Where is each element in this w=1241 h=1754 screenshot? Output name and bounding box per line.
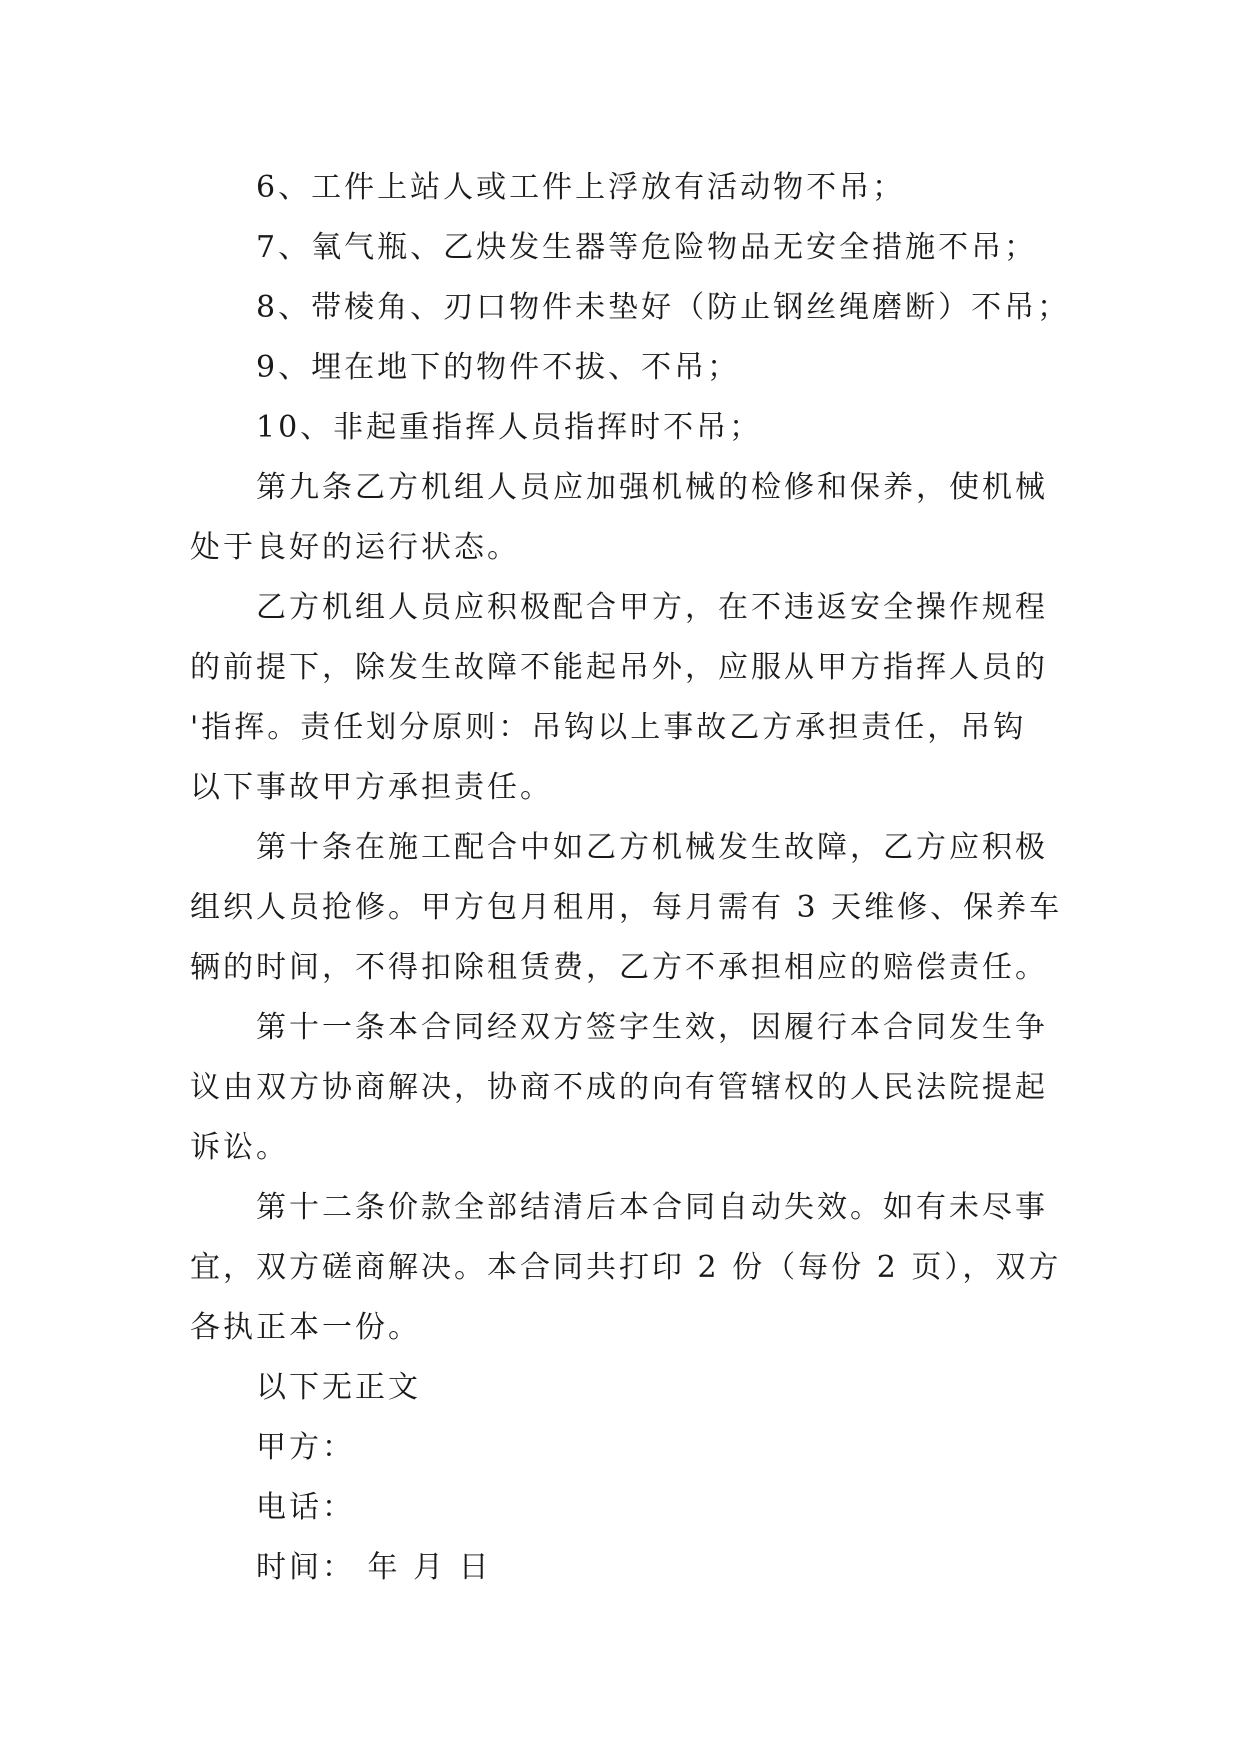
document-line: 第十一条本合同经双方签字生效，因履行本合同发生争 xyxy=(256,1010,1048,1045)
document-line: 第九条乙方机组人员应加强机械的检修和保养，使机械 xyxy=(256,470,1048,505)
document-line: 第十条在施工配合中如乙方机械发生故障，乙方应积极 xyxy=(256,830,1048,865)
document-line: 议由双方协商解决，协商不成的向有管辖权的人民法院提起 xyxy=(190,1070,1048,1105)
document-line: 诉讼。 xyxy=(190,1130,289,1165)
document-body xyxy=(190,158,1071,1598)
document-line: 9、埋在地下的物件不拔、不吊； xyxy=(256,350,741,385)
document-line: 甲方： xyxy=(256,1430,355,1465)
document-line: 以下无正文 xyxy=(256,1370,421,1405)
document-line: 电话： xyxy=(256,1490,355,1525)
document-line: 各执正本一份。 xyxy=(190,1310,421,1345)
document-line: 时间： 年 月 日 xyxy=(256,1550,492,1585)
document-line: 宜，双方磋商解决。本合同共打印 2 份（每份 2 页），双方 xyxy=(190,1250,1062,1285)
document-line: 组织人员抢修。甲方包月租用，每月需有 3 天维修、保养车 xyxy=(190,890,1063,925)
document-line: '指挥。责任划分原则：吊钩以上事故乙方承担责任，吊钩 xyxy=(190,710,1027,745)
document-line: 6、工件上站人或工件上浮放有活动物不吊； xyxy=(256,170,906,205)
document-line: 辆的时间，不得扣除租赁费，乙方不承担相应的赔偿责任。 xyxy=(190,950,1048,985)
document-line: 以下事故甲方承担责任。 xyxy=(190,770,553,805)
document-line: 第十二条价款全部结清后本合同自动失效。如有未尽事 xyxy=(256,1190,1048,1225)
document-line: 处于良好的运行状态。 xyxy=(190,530,520,565)
document-line: 7、氧气瓶、乙炔发生器等危险物品无安全措施不吊； xyxy=(256,230,1038,265)
document-line: 8、带棱角、刃口物件未垫好（防止钢丝绳磨断）不吊； xyxy=(256,290,1071,325)
document-line: 乙方机组人员应积极配合甲方，在不违返安全操作规程 xyxy=(256,590,1048,625)
document-line: 10、非起重指挥人员指挥时不吊； xyxy=(256,410,763,445)
document-line: 的前提下，除发生故障不能起吊外，应服从甲方指挥人员的 xyxy=(190,650,1048,685)
